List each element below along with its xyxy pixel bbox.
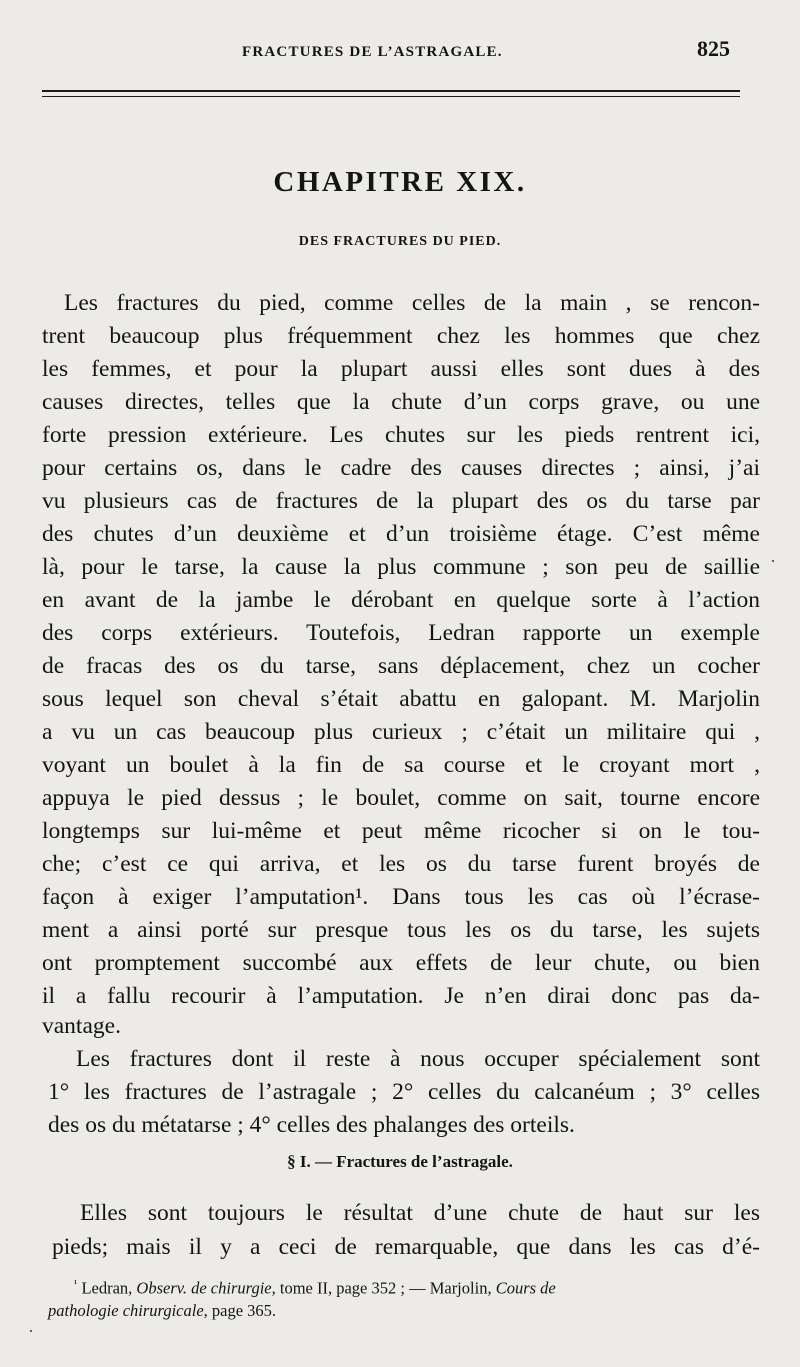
text-line: vu plusieurs cas de fractures de la plupart des os du tarse par [42, 488, 760, 514]
text-line: des os du métatarse ; 4° celles des phalanges des orteils. [48, 1112, 575, 1138]
text-line: ont promptement succombé aux effets de leur chute, ou bien [42, 950, 760, 976]
running-title: FRACTURES DE L’ASTRAGALE. [242, 44, 503, 60]
header-rule-thin [42, 96, 740, 97]
text-line: pieds; mais il y a ceci de remarquable, que dans les cas d’é- [52, 1234, 760, 1260]
text-line: Elles sont toujours le résultat d’une chute de haut sur les [80, 1200, 760, 1226]
text-line: façon à exiger l’amputation¹. Dans tous les cas où l’écrase- [42, 884, 760, 910]
footnote-work: Observ. de chirurgie, [136, 1278, 276, 1298]
text-line: ment a ainsi porté sur presque tous les os du tarse, les sujets [42, 917, 760, 943]
text-line: il a fallu recourir à l’amputation. Je n’en dirai donc pas da- [42, 983, 760, 1009]
text-line: sous lequel son cheval s’était abattu en galopant. M. Marjolin [42, 686, 760, 712]
text-line: a vu un cas beaucoup plus curieux ; c’était un militaire qui , [42, 719, 760, 745]
footnote-ref: page 365. [211, 1301, 277, 1320]
text-line: Les fractures dont il reste à nous occuper spécialement sont [76, 1046, 760, 1072]
chapter-subtitle: DES FRACTURES DU PIED. [298, 234, 502, 249]
header-rule [42, 90, 740, 92]
text-line: des chutes d’un deuxième et d’un troisième étage. C’est même [42, 521, 760, 547]
text-line: trent beaucoup plus fréquemment chez les hommes que chez [42, 323, 760, 349]
text-line: causes directes, telles que la chute d’un corps grave, ou une [42, 389, 760, 415]
footnote-line [74, 1273, 792, 1300]
text-line: voyant un boulet à la fin de sa course et le croyant mort , [42, 752, 760, 778]
text-line: pour certains os, dans le cadre des causes directes ; ainsi, j’ai [42, 455, 760, 481]
footnote-work: pathologie chirurgicale, [48, 1301, 208, 1320]
text-line: che; c’est ce qui arriva, et les os du tarse furent broyés de [42, 851, 760, 877]
footnote-mark: ¹ [74, 1278, 78, 1290]
chapter-title: CHAPITRE XIX. [273, 166, 527, 198]
footnote-author: Ledran, [81, 1278, 133, 1298]
text-line: longtemps sur lui-même et peut même ricocher si on le tou- [42, 818, 760, 844]
text-line: appuya le pied dessus ; le boulet, comme on sait, tourne encore [42, 785, 760, 811]
text-line: des corps extérieurs. Toutefois, Ledran rapporte un exemple [42, 620, 760, 646]
paper-speck [772, 560, 774, 562]
page-number: 825 [697, 36, 730, 61]
text-line: vantage. [42, 1013, 121, 1039]
section-heading: § I. — Fractures de l’astragale. [287, 1152, 513, 1171]
footnote-line [48, 1300, 766, 1322]
text-line: de fracas des os du tarse, sans déplacement, chez un cocher [42, 653, 760, 679]
text-line: là, pour le tarse, la cause la plus commune ; son peu de saillie [42, 554, 760, 580]
text-line: forte pression extérieure. Les chutes sur les pieds rentrent ici, [42, 422, 760, 448]
paper-speck [30, 1330, 32, 1332]
text-line: en avant de la jambe le dérobant en quelque sorte à l’action [42, 587, 760, 613]
text-line: 1° les fractures de l’astragale ; 2° celles du calcanéum ; 3° celles [48, 1079, 760, 1105]
footnote-ref: tome II, page 352 ; — Marjolin, [279, 1278, 492, 1298]
text-line: les femmes, et pour la plupart aussi elles sont dues à des [42, 356, 760, 382]
footnote-work: Cours de [495, 1278, 556, 1298]
text-line: Les fractures du pied, comme celles de la main , se rencon- [64, 290, 760, 316]
